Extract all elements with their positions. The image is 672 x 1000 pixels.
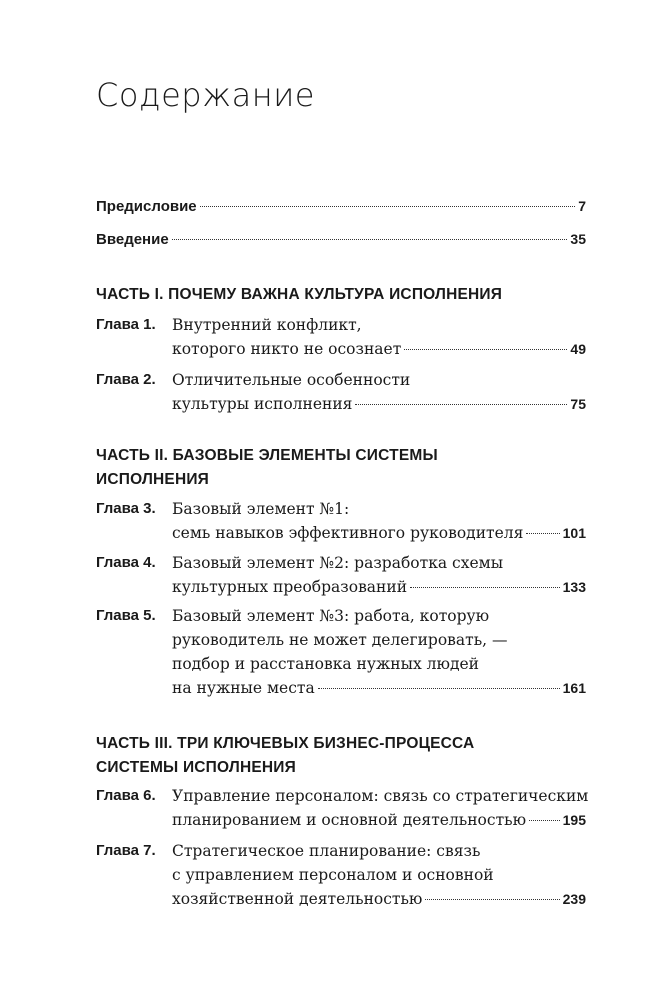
dot-leader bbox=[425, 899, 559, 900]
toc-chapter-3[interactable] bbox=[96, 497, 586, 545]
dot-leader bbox=[404, 349, 567, 350]
part-heading-line: СИСТЕМЫ ИСПОЛНЕНИЯ bbox=[96, 759, 296, 776]
chapter-title-line: Стратегическое планирование: связь bbox=[172, 842, 481, 860]
dot-leader bbox=[529, 820, 560, 821]
page-number: 239 bbox=[562, 891, 586, 907]
toc-entry-preface[interactable] bbox=[96, 194, 586, 218]
page-number: 101 bbox=[562, 525, 586, 541]
chapter-title-line: с управлением персоналом и основной bbox=[172, 866, 494, 884]
part-2-heading bbox=[96, 444, 586, 492]
chapter-title-line: Внутренний конфликт, bbox=[172, 316, 362, 334]
part-heading-line: ЧАСТЬ II. БАЗОВЫЕ ЭЛЕМЕНТЫ СИСТЕМЫ bbox=[96, 447, 438, 464]
toc-chapter-5[interactable] bbox=[96, 604, 586, 700]
part-heading-line: ИСПОЛНЕНИЯ bbox=[96, 471, 210, 488]
part-1-heading bbox=[96, 283, 586, 307]
page-number: 161 bbox=[562, 680, 586, 696]
chapter-title-line: на нужные места bbox=[172, 679, 315, 697]
toc-chapter-7[interactable] bbox=[96, 839, 586, 911]
chapter-label: Глава 4. bbox=[96, 554, 156, 571]
part-heading-line: ЧАСТЬ III. ТРИ КЛЮЧЕВЫХ БИЗНЕС-ПРОЦЕССА bbox=[96, 735, 475, 752]
chapter-title-line: Базовый элемент №2: разработка схемы bbox=[172, 554, 504, 572]
toc-chapter-4[interactable] bbox=[96, 551, 586, 599]
chapter-title-line: которого никто не осознает bbox=[172, 340, 402, 358]
chapter-title-line: культурных преобразований bbox=[172, 578, 408, 596]
chapter-title-line: планированием и основной деятельностью bbox=[172, 811, 527, 829]
chapter-title-line: семь навыков эффективного руководителя bbox=[172, 524, 524, 542]
toc-chapter-2[interactable] bbox=[96, 368, 586, 416]
dot-leader bbox=[172, 239, 568, 240]
chapter-label: Глава 7. bbox=[96, 842, 156, 859]
dot-leader bbox=[526, 533, 559, 534]
chapter-label: Глава 3. bbox=[96, 500, 156, 517]
chapter-title-line: культуры исполнения bbox=[172, 395, 353, 413]
chapter-title-line: Управление персоналом: связь со стратегическим bbox=[172, 787, 589, 805]
dot-leader bbox=[355, 404, 567, 405]
page-number: 75 bbox=[570, 396, 586, 412]
chapter-label: Глава 1. bbox=[96, 316, 156, 333]
part-3-heading bbox=[96, 732, 586, 780]
dot-leader bbox=[200, 206, 576, 207]
chapter-title-line: Отличительные особенности bbox=[172, 371, 411, 389]
chapter-title-line: руководитель не может делегировать, — bbox=[172, 631, 508, 649]
chapter-title-line: Базовый элемент №3: работа, которую bbox=[172, 607, 490, 625]
page-number: 49 bbox=[570, 341, 586, 357]
toc-entry-label: Введение bbox=[96, 231, 169, 248]
chapter-label: Глава 6. bbox=[96, 787, 156, 804]
page-number: 35 bbox=[570, 231, 586, 247]
page-number: 7 bbox=[578, 198, 586, 214]
chapter-label: Глава 2. bbox=[96, 371, 156, 388]
chapter-label: Глава 5. bbox=[96, 607, 156, 624]
dot-leader bbox=[318, 688, 560, 689]
chapter-title-line: Базовый элемент №1: bbox=[172, 500, 350, 518]
dot-leader bbox=[410, 587, 560, 588]
toc-entry-label: Предисловие bbox=[96, 198, 197, 215]
toc-chapter-1[interactable] bbox=[96, 313, 586, 361]
page-number: 195 bbox=[562, 812, 586, 828]
toc-entry-introduction[interactable] bbox=[96, 227, 586, 251]
page-title: Содержание bbox=[96, 76, 315, 114]
page-number: 133 bbox=[562, 579, 586, 595]
chapter-title-line: хозяйственной деятельностью bbox=[172, 890, 423, 908]
chapter-title-line: подбор и расстановка нужных людей bbox=[172, 655, 479, 673]
toc-chapter-6[interactable] bbox=[96, 784, 589, 832]
part-heading-line: ЧАСТЬ I. ПОЧЕМУ ВАЖНА КУЛЬТУРА ИСПОЛНЕНИЯ bbox=[96, 286, 503, 303]
